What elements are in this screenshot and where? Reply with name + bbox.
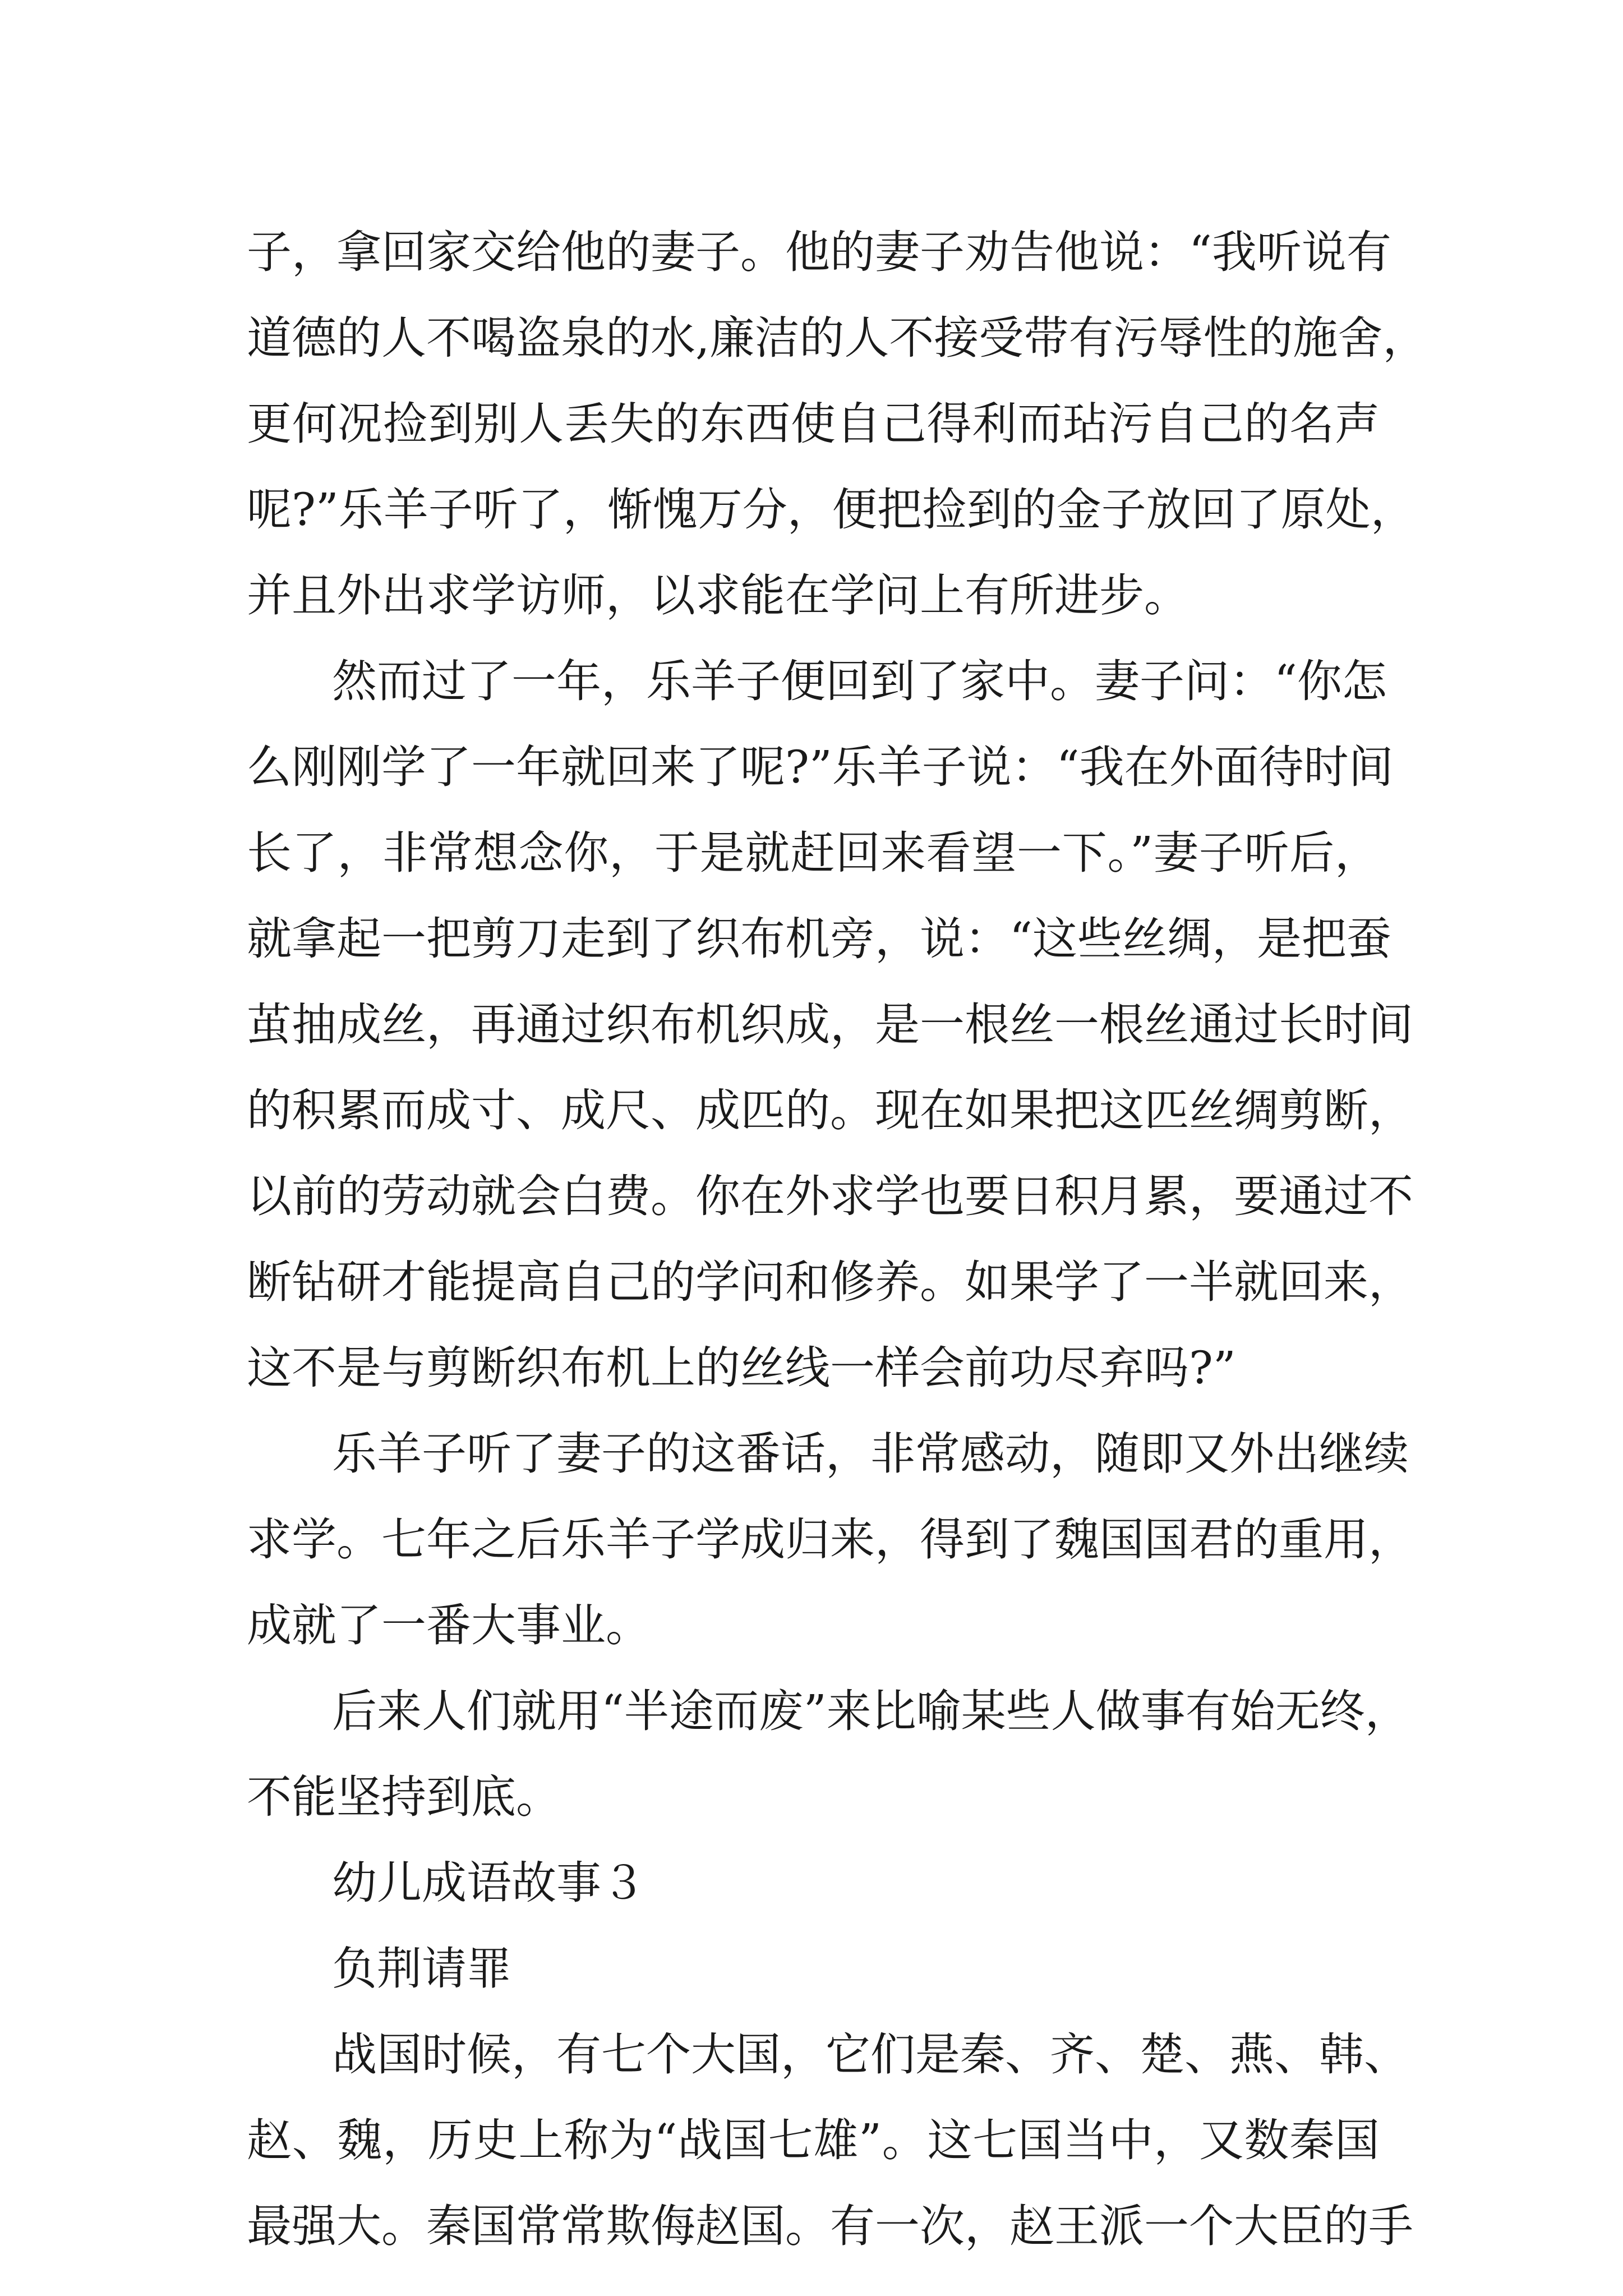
- text-line: 并且外出求学访师，以求能在学问上有所进步。: [247, 569, 1189, 622]
- text-line: 这不是与剪断织布机上的丝线一样会前功尽弃吗?”: [247, 1342, 1236, 1394]
- text-line: 以前的劳动就会白费。你在外求学也要日积月累，要通过不: [247, 1170, 1413, 1222]
- text-line: 就拿起一把剪刀走到了织布机旁，说：“这些丝绸，是把蚕: [247, 913, 1391, 965]
- text-line: 断钻研才能提高自己的学问和修养。如果学了一半就回来，: [247, 1256, 1413, 1308]
- text-line: 更何况捡到别人丢失的东西使自己得利而玷污自己的名声: [247, 398, 1380, 450]
- text-line: 的积累而成寸、成尺、成匹的。现在如果把这匹丝绸剪断，: [247, 1084, 1413, 1137]
- text-line: 战国时候，有七个大国，它们是秦、齐、楚、燕、韩、: [332, 2028, 1409, 2081]
- text-line: 求学。七年之后乐羊子学成归来，得到了魏国国君的重用，: [247, 1513, 1413, 1566]
- story-title: 负荆请罪: [332, 1943, 511, 1995]
- text-line: 不能坚持到底。: [247, 1771, 561, 1823]
- text-line: 后来人们就用“半途而废”来比喻某些人做事有始无终，: [332, 1685, 1410, 1737]
- text-line: 长了，非常想念你，于是就赶回来看望一下。”妻子听后，: [247, 827, 1380, 879]
- text-line: 成就了一番大事业。: [247, 1599, 651, 1651]
- text-line: 么刚刚学了一年就回来了呢?”乐羊子说：“我在外面待时间: [247, 741, 1394, 793]
- text-line: 茧抽成丝，再通过织布机织成，是一根丝一根丝通过长时间: [247, 999, 1413, 1051]
- text-line: 然而过了一年，乐羊子便回到了家中。妻子问：“你怎: [332, 655, 1387, 707]
- text-line: 赵、魏，历史上称为“战国七雄”。这七国当中，又数秦国: [247, 2114, 1380, 2166]
- text-line: 最强大。秦国常常欺侮赵国。有一次，赵王派一个大臣的手: [247, 2200, 1413, 2252]
- section-heading: 幼儿成语故事３: [332, 1857, 646, 1909]
- text-line: 子，拿回家交给他的妻子。他的妻子劝告他说：“我听说有: [247, 226, 1391, 278]
- text-line: 乐羊子听了妻子的这番话，非常感动，随即又外出继续: [332, 1428, 1409, 1480]
- text-line: 呢?”乐羊子听了，惭愧万分，便把捡到的金子放回了原处，: [247, 484, 1415, 536]
- text-line: 道德的人不喝盗泉的水,廉洁的人不接受带有污辱性的施舍，: [247, 312, 1428, 364]
